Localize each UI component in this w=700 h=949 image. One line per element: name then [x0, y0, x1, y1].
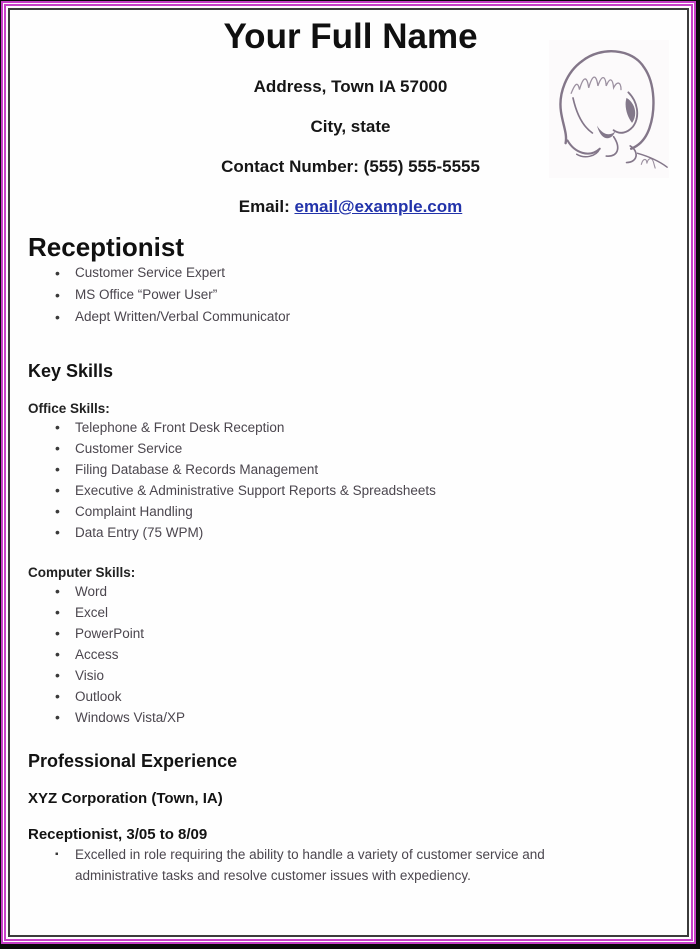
list-item: • Customer Service Expert [75, 262, 620, 284]
page-border-inner [8, 8, 689, 937]
email-line [28, 197, 673, 217]
experience-bullet-list [28, 844, 673, 886]
list-item: • Word [75, 581, 620, 602]
list-item: • Excel [75, 602, 620, 623]
list-item: • Access [75, 644, 620, 665]
office-skills-subheading: Office Skills: [28, 401, 110, 416]
computer-skills-list [28, 581, 673, 728]
office-skills-list [28, 417, 673, 543]
contact-number-line: Contact Number: (555) 555-5555 [221, 157, 480, 176]
list-item: ▪ Excelled in role requiring the ability to handle a variety of customer service and administrative tasks and resolve customer issues with expediency. [75, 844, 620, 886]
experience-heading: Professional Experience [28, 751, 238, 771]
list-item: • Filing Database & Records Management [75, 459, 620, 480]
email-link[interactable]: email@example.com [294, 197, 463, 216]
profile-heading: Receptionist [28, 232, 185, 262]
city-line: City, state [310, 117, 391, 136]
key-skills-heading: Key Skills [28, 361, 114, 381]
list-item: • Windows Vista/XP [75, 707, 620, 728]
portrait-sketch [549, 40, 669, 178]
experience-company: XYZ Corporation (Town, IA) [28, 790, 223, 807]
profile-highlights-list [28, 262, 673, 328]
list-item: • Customer Service [75, 438, 620, 459]
list-item: • Outlook [75, 686, 620, 707]
email-label: Email: [238, 197, 295, 216]
list-item: • Adept Written/Verbal Communicator [75, 306, 620, 328]
full-name: Your Full Name [223, 17, 478, 56]
resume-page [10, 18, 687, 937]
page-border-magenta [1, 1, 696, 944]
list-item: • Data Entry (75 WPM) [75, 522, 620, 543]
list-item: • MS Office “Power User” [75, 284, 620, 306]
computer-skills-subheading: Computer Skills: [28, 565, 136, 580]
address-line: Address, Town IA 57000 [253, 77, 448, 96]
woman-sketch-icon [549, 40, 669, 178]
list-item: • Complaint Handling [75, 501, 620, 522]
list-item: • Visio [75, 665, 620, 686]
experience-role-dates: Receptionist, 3/05 to 8/09 [28, 826, 208, 843]
list-item: • Executive & Administrative Support Reports & Spreadsheets [75, 480, 620, 501]
list-item: • PowerPoint [75, 623, 620, 644]
list-item: • Telephone & Front Desk Reception [75, 417, 620, 438]
